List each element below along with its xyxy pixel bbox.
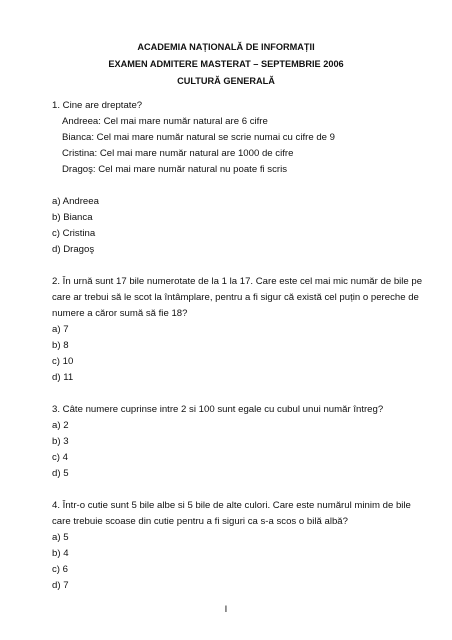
question-2-option-c: c) 10 [52, 356, 74, 367]
question-1-statement: Andreea: Cel mai mare număr natural are 6 cifre [62, 116, 268, 127]
question-4-option-a: a) 5 [52, 532, 69, 543]
question-2-text-line: care ar trebui să le scot la întâmplare, pentru a fi sigur că există cel puțin o pereche de [52, 292, 419, 303]
question-1-statement: Bianca: Cel mai mare număr natural se scrie numai cu cifre de 9 [62, 132, 336, 143]
question-1-option-d: d) Dragoş [52, 244, 95, 255]
subject-title: CULTURĂ GENERALĂ [177, 76, 275, 86]
question-3-option-d: d) 5 [52, 468, 69, 479]
institution-title: ACADEMIA NAȚIONALĂ DE INFORMAȚII [137, 42, 315, 52]
question-1-statement: Cristina: Cel mai mare număr natural are 1000 de cifre [62, 148, 294, 159]
question-4-text-line: 4. Într-o cutie sunt 5 bile albe si 5 bile de alte culori. Care este numărul minim de bile [52, 500, 411, 511]
question-2-option-d: d) 11 [52, 372, 74, 383]
question-3-text: 3. Câte numere cuprinse intre 2 si 100 sunt egale cu cubul unui număr întreg? [52, 404, 384, 415]
document-body [52, 98, 423, 594]
question-4-option-c: c) 6 [52, 564, 68, 575]
question-4-text-line: care trebuie scoase din cutie pentru a fi siguri ca s-a scos o bilă albă? [52, 516, 348, 527]
question-1-option-b: b) Bianca [52, 212, 93, 223]
question-2-text-line: 2. În urnă sunt 17 bile numerotate de la 1 la 17. Care este cel mai mic număr de bile pe [52, 276, 423, 287]
document-header [0, 39, 452, 90]
question-1-option-a: a) Andreea [52, 196, 99, 207]
question-3-option-c: c) 4 [52, 452, 68, 463]
question-4-option-d: d) 7 [52, 580, 69, 591]
question-1-text: 1. Cine are dreptate? [52, 100, 143, 111]
page-number: I [224, 604, 228, 615]
question-3-option-b: b) 3 [52, 436, 69, 447]
question-4-option-b: b) 4 [52, 548, 69, 559]
exam-title: EXAMEN ADMITERE MASTERAT – SEPTEMBRIE 2006 [108, 59, 344, 69]
question-3-option-a: a) 2 [52, 420, 69, 431]
question-1-option-c: c) Cristina [52, 228, 96, 239]
question-2-text-line: numere a căror sumă să fie 18? [52, 308, 188, 319]
question-2-option-b: b) 8 [52, 340, 69, 351]
question-1-statement: Dragoş: Cel mai mare număr natural nu poate fi scris [62, 164, 288, 175]
question-2-option-a: a) 7 [52, 324, 69, 335]
